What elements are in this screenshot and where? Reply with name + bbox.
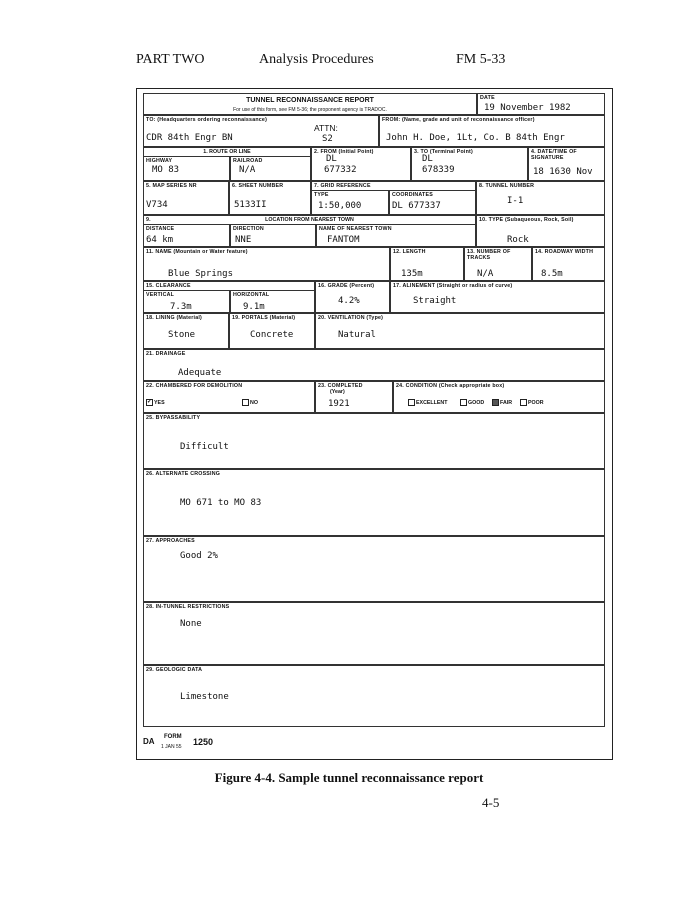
route-label: 1. ROUTE OR LINE (203, 149, 251, 155)
tunnel-number-cell (476, 181, 605, 215)
form-grid (143, 93, 605, 727)
completed-cell (315, 381, 393, 413)
drainage-label: 21. DRAINAGE (146, 351, 186, 357)
railroad-cell (230, 156, 312, 182)
geologic-label: 29. GEOLOGIC DATA (146, 667, 203, 673)
year-label: (Year) (330, 389, 345, 395)
grid-label: 7. GRID REFERENCE (314, 183, 371, 189)
form-subtitle: For use of this form, see FM 5-36; the proponent agency is TRADOC. (233, 107, 387, 113)
attn-label: ATTN: (314, 123, 338, 133)
horizontal-cell (230, 290, 316, 314)
approaches-cell (143, 536, 605, 602)
chambered-no-option[interactable] (242, 399, 258, 406)
route-cell (143, 147, 311, 181)
to-cell (143, 115, 379, 147)
completed-label: 23. COMPLETED (318, 383, 363, 389)
approaches-value: Good 2% (180, 551, 218, 561)
date-label: DATE (480, 95, 495, 101)
yes-label: YES (154, 399, 165, 406)
sheet-value: 5133II (234, 200, 267, 210)
railroad-value: N/A (239, 165, 256, 175)
grid-cell (311, 181, 476, 215)
geologic-value: Limestone (180, 692, 229, 702)
geologic-cell (143, 665, 605, 727)
ventilation-value: Natural (338, 330, 376, 340)
type-label: 10. TYPE (Subaqueous, Rock, Soil) (479, 217, 574, 223)
to-point-label: 3. TO (Terminal Point) (414, 149, 473, 155)
lining-cell (143, 313, 229, 349)
distance-label: DISTANCE (146, 226, 175, 232)
checkbox-checked-icon: ✓ (147, 399, 153, 405)
coord-label: COORDINATES (392, 192, 433, 198)
alternate-cell (143, 469, 605, 536)
title-cell (143, 93, 477, 115)
type-cell (476, 215, 605, 247)
excellent-label: EXCELLENT (416, 399, 448, 406)
condition-poor-option[interactable] (520, 399, 544, 406)
tunnel-report-form (136, 88, 613, 760)
type-value: Rock (507, 235, 529, 245)
location-cell (143, 215, 476, 247)
datetime-label: 4. DATE/TIME OF SIGNATURE (531, 149, 577, 161)
to-value: CDR 84th Engr BN (146, 133, 233, 143)
chambered-yes-option[interactable] (146, 399, 165, 406)
from-value: John H. Doe, 1Lt, Co. B 84th Engr (386, 133, 565, 143)
sheet-cell (229, 181, 311, 215)
condition-good-option[interactable] (460, 399, 484, 406)
alinement-cell (390, 281, 605, 313)
vertical-cell (143, 290, 230, 314)
checkbox-empty-icon (408, 399, 415, 406)
name-value: Blue Springs (168, 269, 234, 279)
bypassability-cell (143, 413, 605, 469)
tracks-value: N/A (477, 269, 494, 279)
roadway-label: 14. ROADWAY WIDTH (535, 249, 594, 255)
to-label: TO: (Headquarters ordering reconnaissance) (146, 117, 268, 123)
from-point-cell (311, 147, 411, 181)
date-cell (477, 93, 605, 115)
distance-value: 64 km (146, 235, 174, 245)
map-series-label: 5. MAP SERIES NR (146, 183, 197, 189)
town-cell (316, 224, 477, 248)
town-value: FANTOM (327, 235, 360, 245)
completed-value: 1921 (328, 399, 350, 409)
alternate-label: 26. ALTERNATE CROSSING (146, 471, 221, 477)
alinement-label: 17. ALINEMENT (Straight or radius of curve) (393, 283, 513, 289)
grade-value: 4.2% (338, 296, 360, 306)
portals-value: Concrete (250, 330, 294, 340)
roadway-value: 8.5m (541, 269, 563, 279)
tunnel-number-label: 8. TUNNEL NUMBER (479, 183, 535, 189)
map-series-value: V734 (146, 200, 168, 210)
grid-type-value: 1:50,000 (318, 201, 362, 211)
bypassability-value: Difficult (180, 442, 229, 452)
condition-excellent-option[interactable] (408, 399, 448, 406)
grid-type-cell (311, 190, 389, 216)
alinement-value: Straight (413, 296, 457, 306)
form-footer-da: DA (143, 737, 155, 746)
grade-cell (315, 281, 390, 313)
approaches-label: 27. APPROACHES (146, 538, 195, 544)
tracks-label: 13. NUMBER OF TRACKS (467, 249, 511, 261)
clearance-cell (143, 281, 315, 313)
coord-cell (389, 190, 477, 216)
location-label: LOCATION FROM NEAREST TOWN (265, 217, 354, 223)
lining-label: 18. LINING (Material) (146, 315, 203, 321)
distance-cell (143, 224, 230, 248)
header-part: PART TWO (136, 52, 205, 67)
attn-value: S2 (322, 134, 333, 144)
highway-value: MO 83 (152, 165, 180, 175)
no-label: NO (250, 399, 258, 406)
poor-label: POOR (528, 399, 544, 406)
ventilation-label: 20. VENTILATION (Type) (318, 315, 384, 321)
roadway-cell (532, 247, 605, 281)
portals-label: 19. PORTALS (Material) (232, 315, 296, 321)
form-title: TUNNEL RECONNAISSANCE REPORT (246, 97, 374, 104)
ventilation-cell (315, 313, 605, 349)
form-footer-form: FORM (164, 734, 182, 740)
direction-cell (230, 224, 316, 248)
good-label: GOOD (468, 399, 485, 406)
header-section: Analysis Procedures (259, 52, 374, 67)
direction-value: NNE (235, 235, 252, 245)
checkbox-checked-icon (492, 399, 499, 406)
vertical-value: 7.3m (170, 302, 192, 312)
restrictions-cell (143, 602, 605, 665)
length-label: 12. LENGTH (393, 249, 426, 255)
highway-label: HIGHWAY (146, 158, 173, 164)
town-label: NAME OF NEAREST TOWN (319, 226, 392, 232)
direction-label: DIRECTION (233, 226, 264, 232)
datetime-cell (528, 147, 605, 181)
map-series-cell (143, 181, 229, 215)
restrictions-value: None (180, 619, 202, 629)
to-point-value: 678339 (422, 165, 455, 175)
grade-label: 16. GRADE (Percent) (318, 283, 375, 289)
figure-caption: Figure 4-4. Sample tunnel reconnaissance report (214, 770, 484, 785)
bypassability-label: 25. BYPASSABILITY (146, 415, 201, 421)
from-point-prefix: DL (326, 154, 337, 164)
to-point-cell (411, 147, 528, 181)
railroad-label: RAILROAD (233, 158, 263, 164)
coord-value: DL 677337 (392, 201, 441, 211)
page-number: 4-5 (482, 795, 500, 810)
horizontal-value: 9.1m (243, 302, 265, 312)
chambered-cell (143, 381, 315, 413)
chambered-label: 22. CHAMBERED FOR DEMOLITION (146, 383, 243, 389)
from-label: FROM: (Name, grade and unit of reconnaissance officer) (382, 117, 535, 123)
name-cell (143, 247, 390, 281)
date-value: 19 November 1982 (484, 103, 571, 113)
drainage-value: Adequate (178, 368, 222, 378)
from-point-value: 677332 (324, 165, 357, 175)
tunnel-number-value: I-1 (507, 196, 524, 206)
location-num: 9. (146, 217, 151, 223)
horizontal-label: HORIZONTAL (233, 292, 270, 298)
sheet-label: 6. SHEET NUMBER (232, 183, 284, 189)
vertical-label: VERTICAL (146, 292, 175, 298)
condition-fair-option[interactable] (492, 399, 512, 406)
form-footer-edition: 1 JAN 55 (161, 744, 182, 750)
checkbox-empty-icon (460, 399, 467, 406)
length-value: 135m (401, 269, 423, 279)
to-point-prefix: DL (422, 154, 433, 164)
from-cell (379, 115, 605, 147)
alternate-value: MO 671 to MO 83 (180, 498, 262, 508)
length-cell (390, 247, 464, 281)
checkbox-empty-icon (520, 399, 527, 406)
fair-label: FAIR (500, 399, 513, 406)
header-manual: FM 5-33 (456, 52, 506, 67)
clearance-label: 15. CLEARANCE (146, 283, 191, 289)
condition-label: 24. CONDITION (Check appropriate box) (396, 383, 505, 389)
datetime-value: 18 1630 Nov (533, 167, 593, 177)
name-label: 11. NAME (Mountain or Water feature) (146, 249, 248, 255)
form-footer-number: 1250 (193, 737, 214, 747)
checkbox-empty-icon (242, 399, 249, 406)
portals-cell (229, 313, 315, 349)
grid-type-label: TYPE (314, 192, 329, 198)
highway-cell (143, 156, 230, 182)
condition-cell (393, 381, 605, 413)
drainage-cell (143, 349, 605, 381)
lining-value: Stone (168, 330, 196, 340)
from-point-label: 2. FROM (Initial Point) (314, 149, 374, 155)
tracks-cell (464, 247, 532, 281)
restrictions-label: 28. IN-TUNNEL RESTRICTIONS (146, 604, 230, 610)
